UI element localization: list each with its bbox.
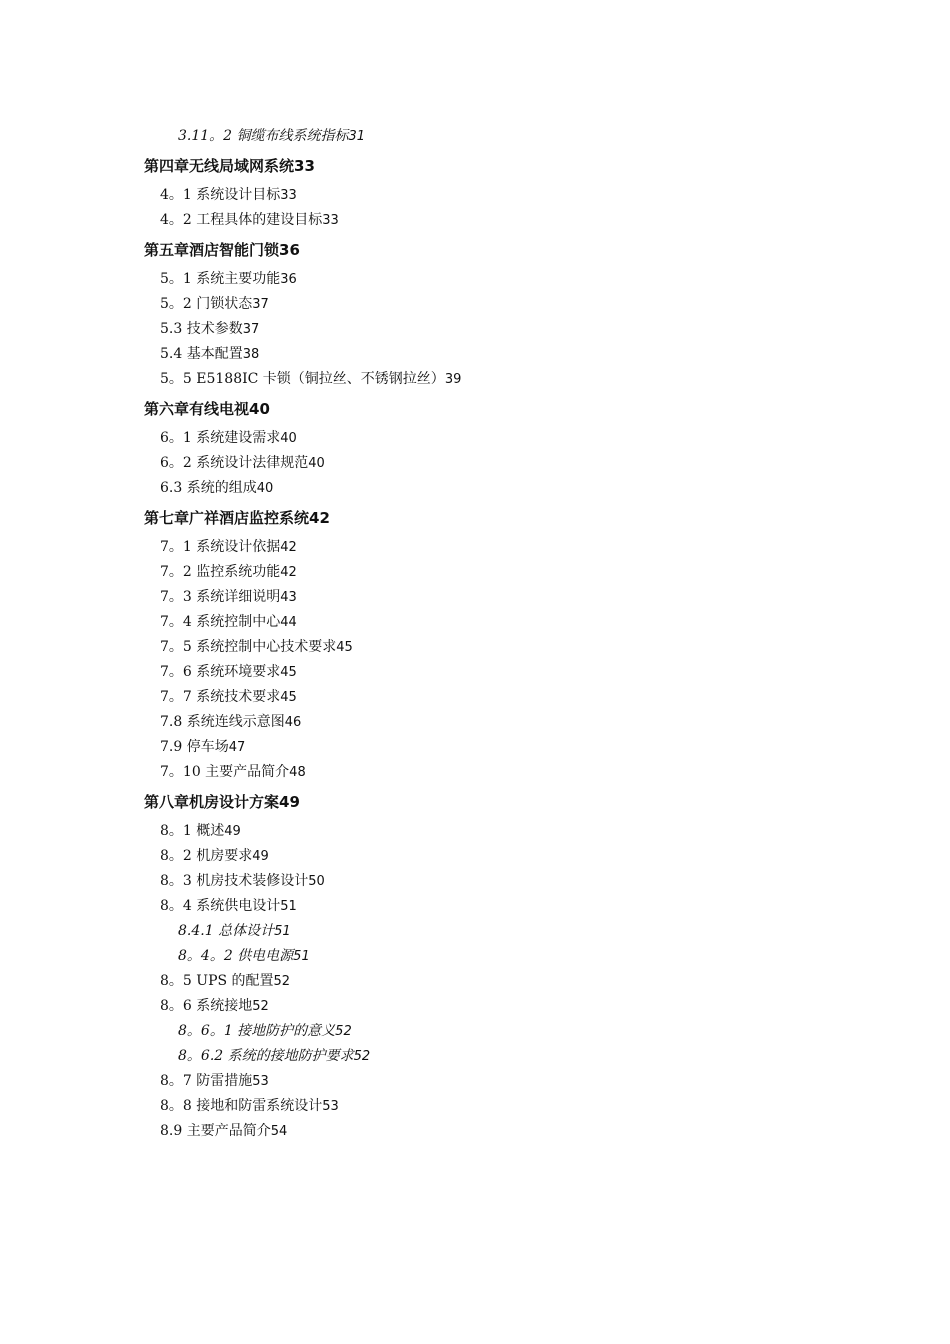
toc-section-entry[interactable] [0,1069,950,1094]
toc-section-entry[interactable] [0,342,950,367]
toc-entry-page-number: 45 [336,640,353,655]
toc-section-entry[interactable] [0,894,950,919]
toc-entry-page-number: 40 [280,431,297,446]
toc-entry-title: 7。3 系统详细说明 [160,589,281,605]
toc-entry-title: 7。7 系统技术要求 [160,689,281,705]
toc-entry-title: 第四章无线局域网系统 [144,157,295,175]
toc-subsection-entry[interactable] [0,919,950,944]
toc-section-entry[interactable] [0,292,950,317]
toc-entry-page-number: 42 [309,509,330,527]
toc-entry-page-number: 43 [280,590,297,605]
toc-entry-page-number: 39 [444,372,462,387]
toc-entry-title: 6。1 系统建设需求 [160,430,281,446]
toc-entry-title: 8。4 系统供电设计 [160,898,281,914]
table-of-contents [0,124,950,1144]
toc-entry-page-number: 37 [252,297,269,312]
toc-entry-page-number: 51 [280,899,297,914]
toc-entry-title: 7。4 系统控制中心 [160,614,281,630]
toc-entry-page-number: 53 [252,1074,269,1089]
toc-entry-title: 第六章有线电视 [144,400,250,418]
toc-section-entry[interactable] [0,476,950,501]
toc-entry-title: 8。4。2 供电电源 [178,948,294,964]
toc-subsection-entry[interactable] [0,944,950,969]
toc-section-entry[interactable] [0,969,950,994]
toc-subsection-entry[interactable] [0,124,950,149]
toc-section-entry[interactable] [0,710,950,735]
toc-entry-page-number: 33 [322,213,339,228]
toc-entry-page-number: 45 [280,665,297,680]
toc-entry-page-number: 45 [280,690,297,705]
toc-section-entry[interactable] [0,735,950,760]
toc-chapter-entry[interactable] [0,240,950,260]
toc-entry-title: 7。10 主要产品简介 [160,764,290,780]
toc-entry-title: 4。2 工程具体的建设目标 [160,212,323,228]
toc-entry-title: 3.11。2 铜缆布线系统指标 [178,128,349,144]
toc-section-entry[interactable] [0,685,950,710]
toc-section-entry[interactable] [0,635,950,660]
toc-entry-page-number: 52 [273,974,291,989]
toc-section-entry[interactable] [0,426,950,451]
toc-entry-page-number: 46 [284,715,302,730]
toc-entry-title: 5。5 E5188IC 卡锁（铜拉丝、不锈钢拉丝） [160,371,445,387]
toc-entry-title: 8。6 系统接地 [160,998,253,1014]
toc-entry-page-number: 49 [224,824,241,839]
toc-entry-title: 7。5 系统控制中心技术要求 [160,639,337,655]
toc-section-entry[interactable] [0,1119,950,1144]
toc-entry-page-number: 48 [289,765,306,780]
toc-entry-title: 8。1 概述 [160,823,225,839]
toc-entry-title: 8。6。1 接地防护的意义 [178,1023,336,1039]
toc-entry-title: 7.8 系统连线示意图 [160,714,285,730]
toc-entry-page-number: 40 [249,400,270,418]
toc-chapter-entry[interactable] [0,156,950,176]
toc-entry-page-number: 40 [256,481,274,496]
toc-entry-page-number: 36 [279,241,300,259]
toc-section-entry[interactable] [0,610,950,635]
toc-entry-page-number: 38 [242,347,260,362]
toc-section-entry[interactable] [0,267,950,292]
toc-entry-title: 8。5 UPS 的配置 [160,973,274,989]
toc-entry-title: 第五章酒店智能门锁 [144,241,280,259]
toc-entry-title: 4。1 系统设计目标 [160,187,281,203]
toc-entry-title: 6。2 系统设计法律规范 [160,455,309,471]
toc-entry-title: 7。6 系统环境要求 [160,664,281,680]
toc-chapter-entry[interactable] [0,399,950,419]
toc-entry-title: 8。2 机房要求 [160,848,253,864]
toc-entry-title: 8.4.1 总体设计 [178,923,275,939]
toc-entry-title: 第七章广祥酒店监控系统 [144,509,310,527]
toc-section-entry[interactable] [0,208,950,233]
toc-entry-title: 5.4 基本配置 [160,346,243,362]
toc-entry-page-number: 47 [228,740,246,755]
toc-entry-page-number: 54 [270,1124,288,1139]
toc-entry-title: 8。7 防雷措施 [160,1073,253,1089]
toc-entry-page-number: 49 [279,793,300,811]
toc-entry-page-number: 49 [252,849,269,864]
toc-entry-page-number: 37 [242,322,260,337]
toc-section-entry[interactable] [0,994,950,1019]
toc-entry-page-number: 42 [280,540,297,555]
toc-section-entry[interactable] [0,844,950,869]
toc-section-entry[interactable] [0,1094,950,1119]
toc-entry-page-number: 50 [308,874,325,889]
toc-entry-title: 5.3 技术参数 [160,321,243,337]
toc-section-entry[interactable] [0,535,950,560]
toc-chapter-entry[interactable] [0,508,950,528]
toc-entry-title: 8。8 接地和防雷系统设计 [160,1098,323,1114]
toc-subsection-entry[interactable] [0,1019,950,1044]
toc-entry-title: 6.3 系统的组成 [160,480,257,496]
toc-entry-title: 7。1 系统设计依据 [160,539,281,555]
toc-entry-title: 8.9 主要产品简介 [160,1123,271,1139]
toc-entry-page-number: 42 [280,565,297,580]
toc-entry-page-number: 51 [274,924,291,939]
toc-entry-page-number: 53 [322,1099,339,1114]
toc-entry-page-number: 44 [280,615,297,630]
toc-section-entry[interactable] [0,367,950,392]
toc-entry-page-number: 40 [308,456,325,471]
toc-entry-title: 7。2 监控系统功能 [160,564,281,580]
toc-section-entry[interactable] [0,760,950,785]
toc-section-entry[interactable] [0,451,950,476]
toc-entry-title: 8。6.2 系统的接地防护要求 [178,1048,354,1064]
toc-entry-title: 5。1 系统主要功能 [160,271,281,287]
toc-entry-title: 第八章机房设计方案 [144,793,280,811]
toc-section-entry[interactable] [0,183,950,208]
toc-section-entry[interactable] [0,660,950,685]
toc-entry-page-number: 33 [280,188,297,203]
toc-section-entry[interactable] [0,560,950,585]
toc-entry-page-number: 52 [252,999,269,1014]
toc-entry-page-number: 51 [293,949,310,964]
toc-entry-title: 5。2 门锁状态 [160,296,253,312]
toc-chapter-entry[interactable] [0,792,950,812]
toc-entry-page-number: 31 [348,129,366,144]
toc-entry-title: 8。3 机房技术装修设计 [160,873,309,889]
toc-subsection-entry[interactable] [0,1044,950,1069]
toc-section-entry[interactable] [0,819,950,844]
toc-section-entry[interactable] [0,585,950,610]
toc-entry-page-number: 52 [353,1049,371,1064]
toc-entry-page-number: 52 [335,1024,352,1039]
toc-entry-page-number: 36 [280,272,297,287]
toc-entry-title: 7.9 停车场 [160,739,229,755]
toc-section-entry[interactable] [0,869,950,894]
toc-entry-page-number: 33 [294,157,315,175]
toc-section-entry[interactable] [0,317,950,342]
